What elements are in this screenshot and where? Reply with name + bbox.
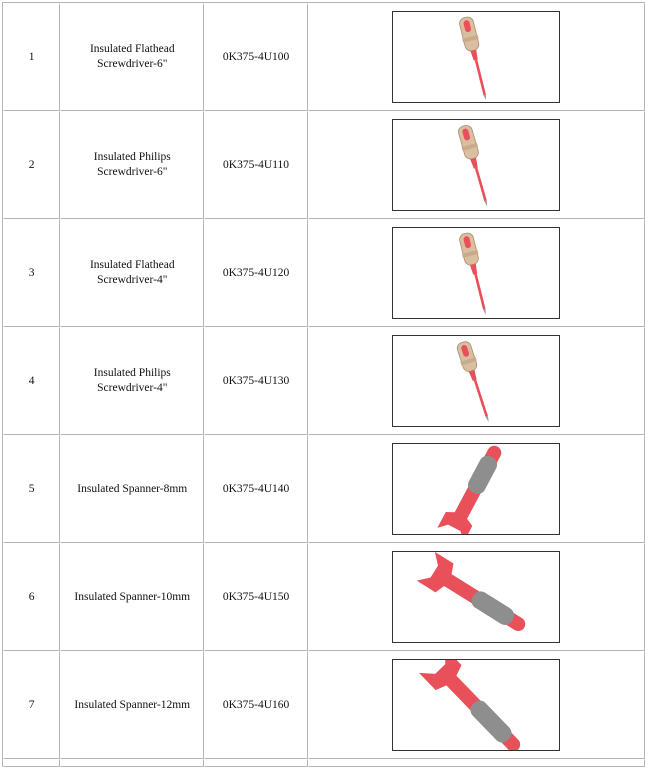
row-number: 4 [3, 327, 60, 435]
table-row [3, 435, 645, 543]
table-row [3, 543, 645, 651]
tool-image-frame [392, 227, 560, 319]
row-number: 7 [3, 651, 60, 759]
screwdriver-icon [393, 228, 559, 318]
tool-name: Insulated Spanner-12mm [74, 698, 191, 711]
part-code: 0K375-4U150 [204, 543, 308, 651]
row-number: 3 [3, 219, 60, 327]
part-code: 0K375-4U160 [204, 651, 308, 759]
tool-name: Insulated Philips Screwdriver-4" [93, 367, 171, 394]
part-code: 0K375-4U100 [204, 3, 308, 111]
screwdriver-icon [393, 120, 559, 210]
screwdriver-icon [393, 12, 559, 102]
tool-name: Insulated Flathead Screwdriver-6" [89, 43, 175, 70]
part-code: 0K375-4U110 [204, 111, 308, 219]
tool-name: Insulated Flathead Screwdriver-4" [89, 259, 175, 286]
row-number: 2 [3, 111, 60, 219]
table-row [3, 651, 645, 759]
spanner-icon [393, 444, 559, 534]
part-code: 0K375-4U120 [204, 219, 308, 327]
screwdriver-icon [393, 336, 559, 426]
tool-table [2, 2, 645, 767]
table-row [3, 219, 645, 327]
tool-name: Insulated Spanner-10mm [74, 590, 191, 603]
tool-image-frame [392, 659, 560, 751]
spanner-icon [393, 660, 559, 750]
table-row [3, 3, 645, 111]
tool-image-frame [392, 119, 560, 211]
row-number: 1 [3, 3, 60, 111]
row-number: 5 [3, 435, 60, 543]
part-code: 0K375-4U130 [204, 327, 308, 435]
tool-image-frame [392, 335, 560, 427]
tool-name: Insulated Philips Screwdriver-6" [93, 151, 171, 178]
table-row-partial [3, 759, 645, 767]
row-number: 6 [3, 543, 60, 651]
table-row [3, 111, 645, 219]
tool-image-frame [392, 443, 560, 535]
part-code: 0K375-4U140 [204, 435, 308, 543]
tool-name: Insulated Spanner-8mm [77, 482, 188, 495]
tool-image-frame [392, 551, 560, 643]
tool-table-container [2, 2, 645, 767]
table-row [3, 327, 645, 435]
spanner-icon [393, 552, 559, 642]
tool-image-frame [392, 11, 560, 103]
